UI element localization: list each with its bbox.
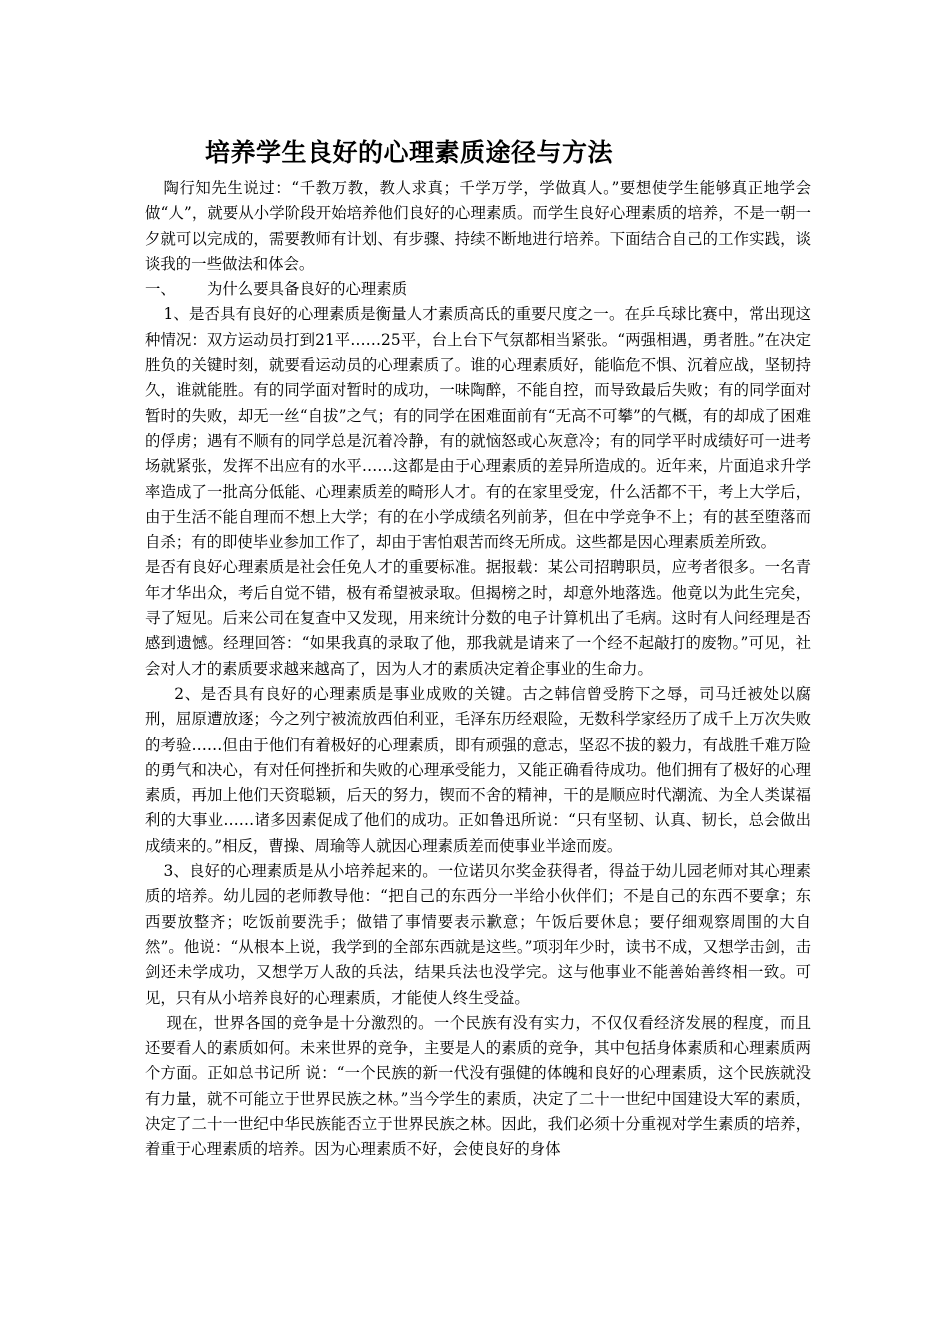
paragraph-1: 1、是否具有良好的心理素质是衡量人才素质高氐的重要尺度之一。在乒乓球比赛中，常出现这种情况：双方运动员打到21平……25平，台上台下气氛都相当紧张。“两强相遇，勇者胜。”在决定胜负的关键时刻，就要看运动员的心理素质了。谁的心理素质好，能临危不惧、沉着应战，坚韧持久，谁就能胜。有的同学面对暂时的成功，一味陶醉，不能自控，而导致最后失败；有的同学面对暂时的失败，却无一丝“自拔”之气；有的同学在困难面前有“无高不可攀”的气概，有的却成了困难的俘虏；遇有不顺有的同学总是沉着冷静，有的就恼怒或心灰意冷；有的同学平时成绩好可一进考场就紧张，发挥不出应有的水平……这都是由于心理素质的差异所造成的。近年来，片面追求升学率造成了一批高分低能、心理素质差的畸形人才。有的在家里受宠，什么活都不干，考上大学后，由于生活不能自理而不想上大学；有的在小学成绩名列前茅，但在中学竞争不上；有的甚至堕落而自杀；有的即使毕业参加工作了，却由于害怕艰苦而终无所成。这些都是因心理素质差所致。 (145, 305, 811, 552)
paragraph-2: 是否有良好心理素质是社会任免人才的重要标准。据报载：某公司招聘职员，应考者很多。一名青年才华出众，考后自觉不错，极有希望被录取。但揭榜之时，却意外地落选。他竟以为此生完矣，寻了短见。后来公司在复查中又发现，用来统计分数的电子计算机出了毛病。这时有人问经理是否感到遗憾。经理回答：“如果我真的录取了他，那我就是请来了一个经不起敲打的废物。”可见，社会对人才的素质要求越来越高了，因为人才的素质决定着企事业的生命力。 (145, 558, 811, 678)
section-number: 一、 (145, 280, 176, 299)
section-title: 为什么要具备良好的心理素质 (207, 280, 408, 299)
document-body (145, 176, 811, 1163)
intro-paragraph: 陶行知先生说过：“千教万教，教人求真；千学万学，学做真人。”要想使学生能够真正地学会做“人”，就要从小学阶段开始培养他们良好的心理素质。而学生良好心理素质的培养，不是一朝一夕就可以完成的，需要教师有计划、有步骤、持续不断地进行培养。下面结合自己的工作实践，谈谈我的一些做法和体会。 (145, 179, 811, 273)
paragraph-5: 现在，世界各国的竞争是十分激烈的。一个民族有没有实力，不仅仅看经济发展的程度，而且还要看人的素质如何。未来世界的竞争，主要是人的素质的竞争，其中包括身体素质和心理素质两个方面。正如总书记所 说：“一个民族的新一代没有强健的体魄和良好的心理素质，这个民族就没有力量，就不可能立于世界民族之林。”当今学生的素质，决定了二十一世纪中国建设大军的素质，决定了二十一世纪中华民族能否立于世界民族之林。因此，我们必须十分重视对学生素质的培养，着重于心理素质的培养。因为心理素质不好，会使良好的身体 (145, 1013, 811, 1159)
paragraph-3: 2、是否具有良好的心理素质是事业成败的关键。古之韩信曾受胯下之辱，司马迁被处以腐刑，屈原遭放逐；今之列宁被流放西伯利亚，毛泽东历经艰险，无数科学家经历了成千上万次失败的考验……但由于他们有着极好的心理素质，即有顽强的意志，坚忍不拔的毅力，有战胜千难万险的勇气和决心，有对任何挫折和失败的心理承受能力，又能正确看待成功。他们拥有了极好的心理素质，再加上他们天资聪颖，后天的努力，锲而不舍的精神，干的是顺应时代潮流、为全人类谋福利的大事业……诸多因素促成了他们的成功。正如鲁迅所说：“只有坚韧、认真、韧长，总会做出成绩来的。”相反，曹操、周瑜等人就因心理素质差而使事业半途而废。 (145, 684, 811, 855)
section-heading (145, 277, 811, 302)
document-title: 培养学生良好的心理素质途径与方法 (205, 138, 614, 167)
paragraph-4: 3、良好的心理素质是从小培养起来的。一位诺贝尔奖金获得者，得益于幼儿园老师对其心理素质的培养。幼儿园的老师教导他：“把自己的东西分一半给小伙伴们；不是自己的东西不要拿；东西要放整齐；吃饭前要洗手；做错了事情要表示歉意；午饭后要休息；要仔细观察周围的大自然”。他说：“从根本上说，我学到的全部东西就是这些。”项羽年少时，读书不成，又想学击剑，击剑还未学成功，又想学万人敌的兵法，结果兵法也没学完。这与他事业不能善始善终相一致。可见，只有从小培养良好的心理素质，才能使人终生受益。 (145, 862, 811, 1007)
